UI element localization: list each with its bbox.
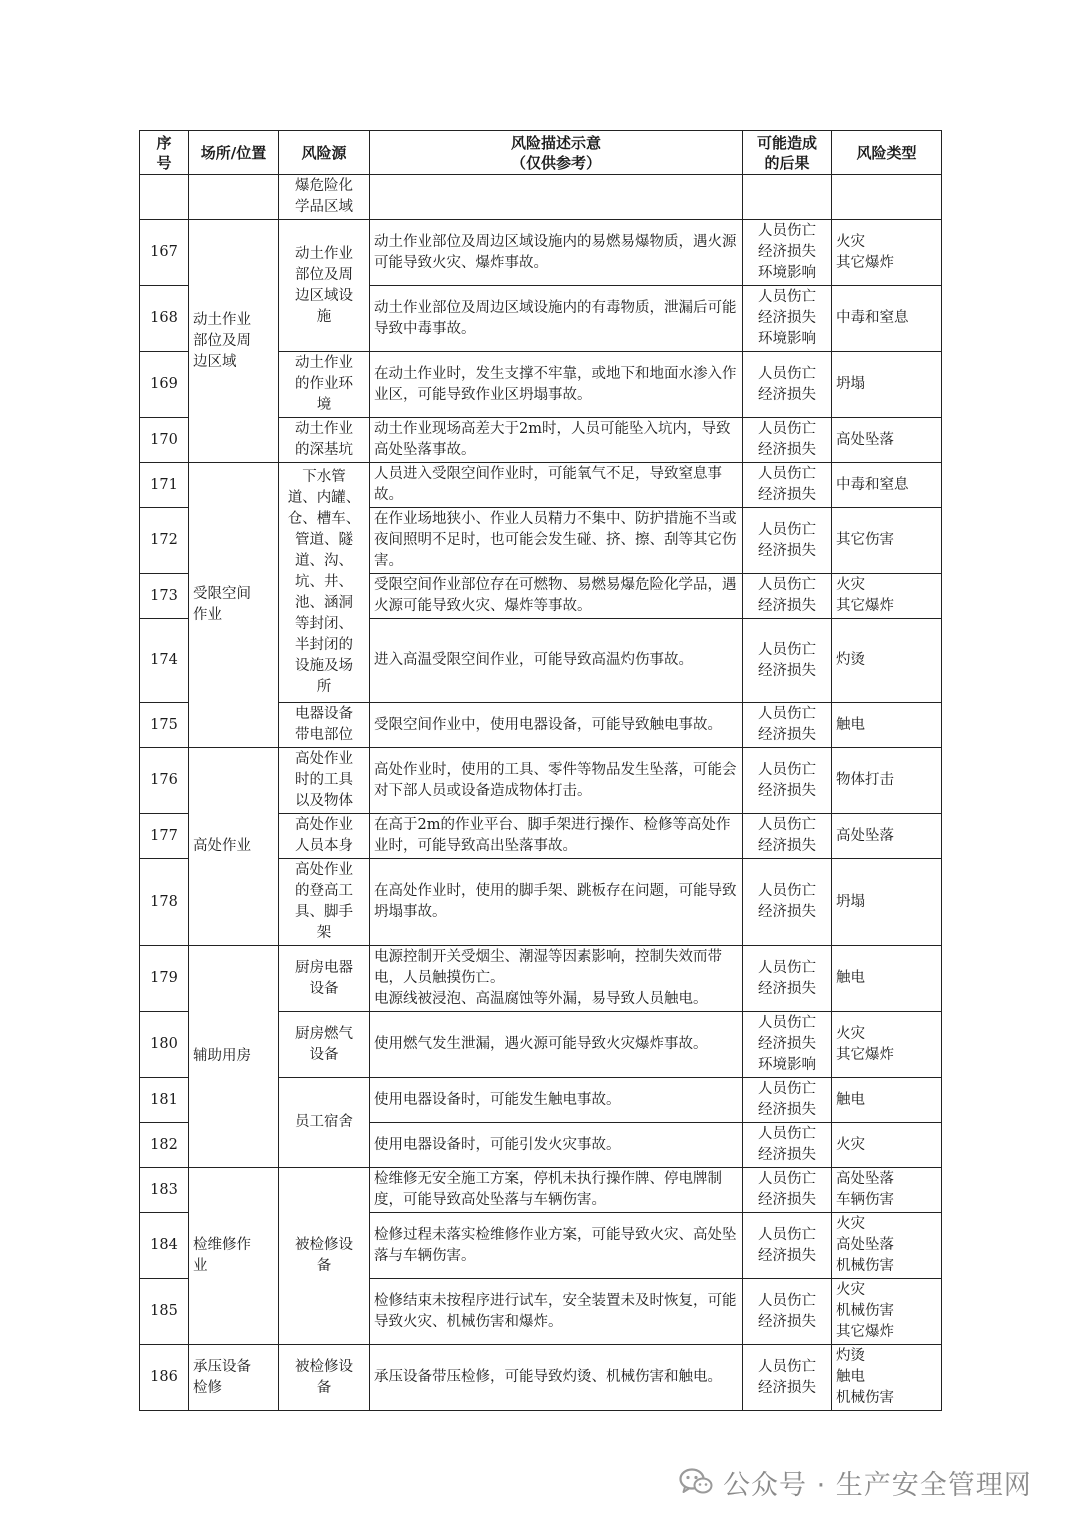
wechat-icon (679, 1468, 713, 1496)
risk-description: 进入高温受限空间作业，可能导致高温灼伤事故。 (370, 619, 743, 703)
source-cell: 厨房电器 设备 (279, 946, 370, 1012)
table-row (140, 220, 942, 286)
risk-type-cell: 火灾 高处坠落 机械伤害 (832, 1213, 942, 1279)
header-location: 场所/位置 (189, 131, 279, 175)
risk-type-cell: 灼烫 触电 机械伤害 (832, 1345, 942, 1411)
table-row (140, 1345, 942, 1411)
row-number: 170 (140, 418, 189, 463)
source-cell: 动土作业 的深基坑 (279, 418, 370, 463)
risk-type-cell: 其它伤害 (832, 508, 942, 574)
source-cell: 高处作业 时的工具 以及物体 (279, 748, 370, 814)
risk-description: 检维修无安全施工方案，停机未执行操作牌、停电牌制度，可能导致高处坠落与车辆伤害。 (370, 1168, 743, 1213)
consequence-cell: 人员伤亡 经济损失 (743, 574, 832, 619)
source-cell: 动土作业 部位及周 边区域设 施 (279, 220, 370, 352)
risk-description: 动土作业部位及周边区域设施内的有毒物质，泄漏后可能导致中毒事故。 (370, 286, 743, 352)
risk-type-cell: 物体打击 (832, 748, 942, 814)
risk-description: 使用电器设备时，可能引发火灾事故。 (370, 1123, 743, 1168)
row-number: 185 (140, 1279, 189, 1345)
risk-description: 高处作业时，使用的工具、零件等物品发生坠落，可能会对下部人员或设备造成物体打击。 (370, 748, 743, 814)
header-consequence: 可能造成 的后果 (743, 131, 832, 175)
risk-description: 在高于2m的作业平台、脚手架进行操作、检修等高处作业时，可能导致高出坠落事故。 (370, 814, 743, 859)
row-number: 168 (140, 286, 189, 352)
risk-description: 检修结束未按程序进行试车，安全装置未及时恢复，可能导致火灾、机械伤害和爆炸。 (370, 1279, 743, 1345)
risk-description: 电源控制开关受烟尘、潮湿等因素影响，控制失效而带电，人员触摸伤亡。 电源线被浸泡、高温腐蚀等外漏，易导致人员触电。 (370, 946, 743, 1012)
row-number: 183 (140, 1168, 189, 1213)
table-row (140, 1168, 942, 1213)
risk-type-cell: 火灾 机械伤害 其它爆炸 (832, 1279, 942, 1345)
risk-description: 使用燃气发生泄漏，遇火源可能导致火灾爆炸事故。 (370, 1012, 743, 1078)
consequence-cell: 人员伤亡 经济损失 (743, 352, 832, 418)
location-cell: 受限空间 作业 (189, 463, 279, 748)
risk-type-cell: 火灾 (832, 1123, 942, 1168)
risk-type-cell: 灼烫 (832, 619, 942, 703)
risk-type-cell: 高处坠落 车辆伤害 (832, 1168, 942, 1213)
location-cell: 动土作业 部位及周 边区域 (189, 220, 279, 463)
location-cell: 检维修作 业 (189, 1168, 279, 1345)
risk-description: 动土作业现场高差大于2m时，人员可能坠入坑内，导致高处坠落事故。 (370, 418, 743, 463)
source-cell: 被检修设 备 (279, 1168, 370, 1345)
risk-description: 在动土作业时，发生支撑不牢靠，或地下和地面水渗入作业区，可能导致作业区坍塌事故。 (370, 352, 743, 418)
row-number: 186 (140, 1345, 189, 1411)
row-number: 184 (140, 1213, 189, 1279)
row-number: 180 (140, 1012, 189, 1078)
row-number: 174 (140, 619, 189, 703)
source-cell: 高处作业 的登高工 具、脚手 架 (279, 859, 370, 946)
risk-type-cell: 火灾 其它爆炸 (832, 574, 942, 619)
consequence-cell: 人员伤亡 经济损失 (743, 1279, 832, 1345)
risk-description: 在作业场地狭小、作业人员精力不集中、防护措施不当或夜间照明不足时，也可能会发生碰、挤、擦、刮等其它伤害。 (370, 508, 743, 574)
watermark (679, 1462, 1032, 1502)
header-row (140, 131, 942, 175)
risk-type-cell: 坍塌 (832, 352, 942, 418)
risk-type-cell: 触电 (832, 703, 942, 748)
consequence-cell: 人员伤亡 经济损失 (743, 814, 832, 859)
table-row (140, 748, 942, 814)
source-cell: 电器设备 带电部位 (279, 703, 370, 748)
risk-description: 动土作业部位及周边区域设施内的易燃易爆物质，遇火源可能导致火灾、爆炸事故。 (370, 220, 743, 286)
row-number: 173 (140, 574, 189, 619)
row-number: 176 (140, 748, 189, 814)
risk-description: 受限空间作业中，使用电器设备，可能导致触电事故。 (370, 703, 743, 748)
consequence-cell: 人员伤亡 经济损失 (743, 1168, 832, 1213)
consequence-cell: 人员伤亡 经济损失 环境影响 (743, 220, 832, 286)
row-number: 171 (140, 463, 189, 508)
consequence-cell: 人员伤亡 经济损失 环境影响 (743, 1012, 832, 1078)
source-cell: 下水管 道、内罐、 仓、槽车、 管道、隧 道、沟、 坑、井、 池、涵洞 等封闭、 半封闭的 设施及场 所 (279, 463, 370, 703)
risk-type-cell: 触电 (832, 1078, 942, 1123)
location-cell: 高处作业 (189, 748, 279, 946)
header-type: 风险类型 (832, 131, 942, 175)
consequence-cell: 人员伤亡 经济损失 (743, 859, 832, 946)
table-row (140, 463, 942, 508)
risk-description: 检修过程未落实检维修作业方案，可能导致火灾、高处坠落与车辆伤害。 (370, 1213, 743, 1279)
consequence-cell: 人员伤亡 经济损失 (743, 463, 832, 508)
source-cell: 厨房燃气 设备 (279, 1012, 370, 1078)
row-number: 182 (140, 1123, 189, 1168)
header-desc: 风险描述示意 （仅供参考） (370, 131, 743, 175)
risk-type-cell: 高处坠落 (832, 814, 942, 859)
risk-description: 受限空间作业部位存在可燃物、易燃易爆危险化学品，遇火源可能导致火灾、爆炸等事故。 (370, 574, 743, 619)
risk-description: 人员进入受限空间作业时，可能氧气不足，导致窒息事故。 (370, 463, 743, 508)
table-row (140, 946, 942, 1012)
source-cell: 员工宿舍 (279, 1078, 370, 1168)
consequence-cell: 人员伤亡 经济损失 (743, 418, 832, 463)
consequence-cell: 人员伤亡 经济损失 (743, 703, 832, 748)
consequence-cell: 人员伤亡 经济损失 (743, 748, 832, 814)
watermark-text: 公众号 · 生产安全管理网 (723, 1469, 1032, 1501)
consequence-cell: 人员伤亡 经济损失 (743, 619, 832, 703)
continued-row (140, 175, 942, 220)
risk-table (139, 130, 942, 1411)
source-cell: 爆危险化 学品区域 (279, 175, 370, 220)
risk-type-cell: 高处坠落 (832, 418, 942, 463)
consequence-cell: 人员伤亡 经济损失 (743, 946, 832, 1012)
source-cell: 动土作业 的作业环 境 (279, 352, 370, 418)
header-source: 风险源 (279, 131, 370, 175)
consequence-cell: 人员伤亡 经济损失 (743, 508, 832, 574)
location-cell: 承压设备 检修 (189, 1345, 279, 1411)
row-number: 169 (140, 352, 189, 418)
risk-description: 使用电器设备时，可能发生触电事故。 (370, 1078, 743, 1123)
location-cell: 辅助用房 (189, 946, 279, 1168)
risk-type-cell: 触电 (832, 946, 942, 1012)
consequence-cell: 人员伤亡 经济损失 (743, 1078, 832, 1123)
source-cell: 高处作业 人员本身 (279, 814, 370, 859)
source-cell: 被检修设 备 (279, 1345, 370, 1411)
risk-type-cell: 中毒和窒息 (832, 286, 942, 352)
risk-description: 在高处作业时，使用的脚手架、跳板存在问题，可能导致坍塌事故。 (370, 859, 743, 946)
row-number: 179 (140, 946, 189, 1012)
risk-description: 承压设备带压检修，可能导致灼烫、机械伤害和触电。 (370, 1345, 743, 1411)
row-number: 177 (140, 814, 189, 859)
consequence-cell: 人员伤亡 经济损失 (743, 1213, 832, 1279)
risk-type-cell: 坍塌 (832, 859, 942, 946)
risk-type-cell: 火灾 其它爆炸 (832, 1012, 942, 1078)
row-number: 175 (140, 703, 189, 748)
consequence-cell: 人员伤亡 经济损失 (743, 1345, 832, 1411)
consequence-cell: 人员伤亡 经济损失 环境影响 (743, 286, 832, 352)
risk-type-cell: 火灾 其它爆炸 (832, 220, 942, 286)
row-number: 178 (140, 859, 189, 946)
consequence-cell: 人员伤亡 经济损失 (743, 1123, 832, 1168)
risk-type-cell: 中毒和窒息 (832, 463, 942, 508)
header-no: 序 号 (140, 131, 189, 175)
row-number: 181 (140, 1078, 189, 1123)
row-number: 172 (140, 508, 189, 574)
row-number: 167 (140, 220, 189, 286)
